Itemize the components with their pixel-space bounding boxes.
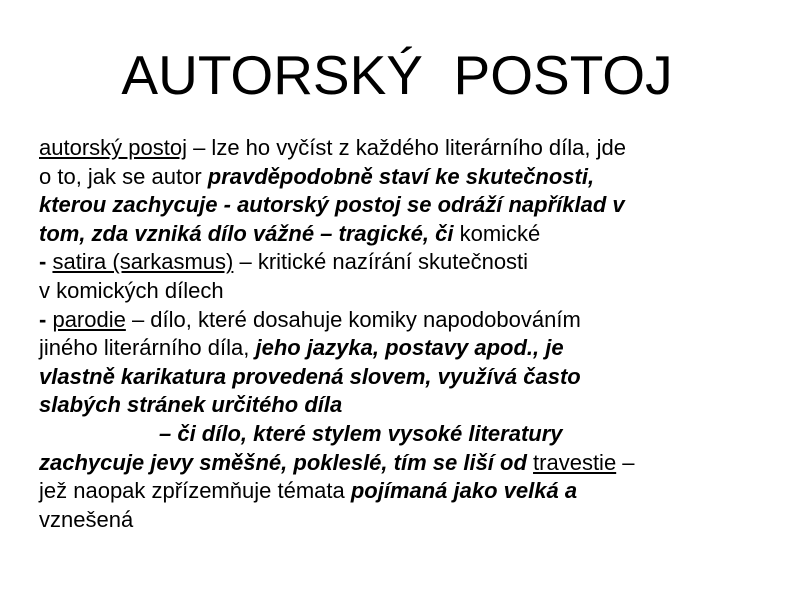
text-segment: -	[39, 249, 53, 275]
text-segment: – kritické nazírání skutečnosti	[233, 249, 529, 275]
text-line	[39, 191, 779, 220]
underlined-term: satira (sarkasmus)	[52, 249, 234, 275]
emphasis-text: pojímaná jako velká a	[350, 478, 578, 504]
text-segment: v komických dílech	[39, 277, 224, 303]
slide-body-text	[39, 134, 779, 534]
text-segment: o to, jak se autor	[39, 163, 208, 189]
emphasis-text: vlastně karikatura provedená slovem, využívá často	[39, 363, 581, 389]
text-line	[39, 163, 779, 192]
text-segment: –	[616, 449, 635, 475]
emphasis-text: pravděpodobně staví ke skutečnosti,	[207, 163, 595, 189]
text-segment: komické	[453, 220, 541, 246]
emphasis-text: jeho jazyka, postavy apod., je	[255, 335, 564, 361]
text-line	[39, 391, 779, 420]
text-line	[39, 248, 779, 277]
text-line	[39, 477, 779, 506]
text-line	[39, 449, 779, 478]
text-line	[39, 420, 779, 449]
text-segment: – lze ho vyčíst z každého literárního díla, jde	[186, 135, 626, 160]
emphasis-text: slabých stránek určitého díla	[39, 392, 343, 418]
underlined-term: parodie	[52, 306, 126, 332]
emphasis-text: kterou zachycuje - autorský postoj se odráží například v	[39, 192, 625, 218]
text-segment: -	[39, 306, 53, 332]
underlined-term: travestie	[533, 449, 617, 475]
emphasis-text: – či dílo, které stylem vysoké literatury	[159, 420, 563, 446]
text-line	[39, 134, 779, 163]
text-segment: vznešená	[39, 506, 134, 532]
text-line	[39, 506, 779, 535]
text-line	[39, 277, 779, 306]
slide-title: AUTORSKÝ POSTOJ	[121, 44, 673, 106]
text-line	[39, 306, 779, 335]
text-segment: jež naopak zpřízemňuje témata	[39, 478, 351, 504]
underlined-term: autorský postoj	[39, 135, 187, 160]
text-line	[39, 363, 779, 392]
emphasis-text: zachycuje jevy směšné, pokleslé, tím se liší od	[39, 449, 527, 475]
text-line	[39, 334, 779, 363]
text-line	[39, 220, 779, 249]
text-segment: jiného literárního díla,	[39, 335, 256, 361]
text-segment: – dílo, které dosahuje komiky napodobováním	[125, 306, 581, 332]
emphasis-text: tom, zda vzniká dílo vážné – tragické, či	[39, 220, 454, 246]
